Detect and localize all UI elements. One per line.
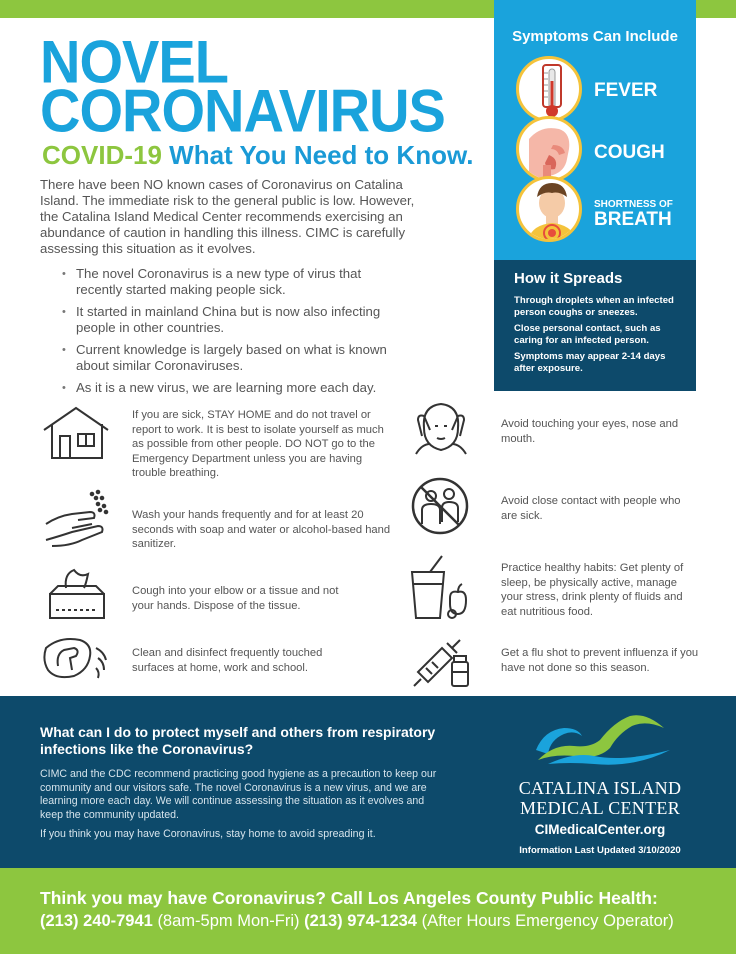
hours-weekday: (8am-5pm Mon-Fri): [157, 912, 300, 930]
breath-icon: [516, 176, 582, 242]
list-item: • Current knowledge is largely based on what is known about similar Coronaviruses.: [62, 342, 392, 374]
tip-cough-elbow: Cough into your elbow or a tissue and not your hands. Dispose of the tissue.: [132, 585, 339, 612]
cough-icon: [516, 116, 582, 182]
handwash-icon: [42, 488, 114, 557]
tip-wash-hands: Wash your hands frequently and for at least 20 seconds with soap and water or alcohol-based hand sanitizer.: [132, 509, 391, 550]
tissue-box-icon: [44, 566, 110, 627]
tip-healthy-habits: Practice healthy habits: Get plenty of sleep, be physically active, manage your stress, drink plenty of fluids and eat nutritious food.: [501, 562, 684, 618]
symptom-fever: FEVER: [594, 80, 658, 101]
no-contact-icon: [410, 476, 470, 541]
intro-paragraph: There have been NO known cases of Coronavirus on Catalina Island. The immediate risk to the general public is low. However, the Catalina Island Medical Center recommends exercising an abundance of caution in handling this illness. CIMC is carefully assessing this situation as it evolves.: [40, 177, 415, 256]
footer-headline: Think you may have Coronavirus? Call Los Angeles County Public Health:: [40, 888, 658, 908]
face-touch-icon: [412, 400, 470, 465]
list-item: Symptoms may appear 2-14 days after exposure.: [514, 351, 666, 374]
logo-icon: [534, 710, 674, 773]
thermometer-icon: [516, 56, 582, 122]
symptoms-panel: [494, 0, 696, 260]
protect-heading: What can I do to protect myself and others from respiratory infections like the Coronavirus?: [40, 724, 436, 757]
facts-list: [62, 266, 392, 402]
hours-after-hours: (After Hours Emergency Operator): [421, 912, 674, 930]
tip-flu-shot: Get a flu shot to prevent influenza if you have not done so this season.: [501, 647, 699, 674]
page-title-line-2: CORONAVIRUS: [40, 76, 445, 145]
protect-paragraph: If you think you may have Coronavirus, stay home to avoid spreading it.: [40, 828, 376, 840]
symptom-cough: COUGH: [594, 142, 665, 163]
list-item: Through droplets when an infected person coughs or sneezes.: [514, 295, 674, 318]
footer-callout: [0, 868, 736, 954]
list-item: • As it is a new virus, we are learning more each day.: [62, 380, 392, 396]
symptoms-title: Symptoms Can Include: [512, 28, 678, 45]
footer-phones: [40, 912, 674, 931]
list-item: Close personal contact, such as caring for an infected person.: [514, 323, 661, 346]
tip-stay-home: If you are sick, STAY HOME and do not travel or report to work. It is best to isolate yourself as much as possible from other people. DO NOT go to the Emergency Department unless you are having trouble breathing.: [132, 409, 384, 479]
tip-avoid-touching: Avoid touching your eyes, nose and mouth.: [501, 418, 679, 445]
flu-shot-icon: [412, 628, 472, 693]
protect-body: [40, 768, 440, 848]
cleaning-icon: [40, 630, 116, 691]
tip-avoid-contact: Avoid close contact with people who are sick.: [501, 495, 681, 522]
house-icon: [40, 404, 112, 465]
organization-name: [500, 778, 700, 818]
phone-after-hours[interactable]: (213) 974-1234: [304, 912, 417, 930]
phone-weekday[interactable]: (213) 240-7941: [40, 912, 153, 930]
how-it-spreads-panel: [494, 260, 696, 391]
page-title-line-1: NOVEL: [40, 27, 228, 96]
spreads-title: How it Spreads: [514, 270, 623, 287]
symptom-breath-main: BREATH: [594, 209, 672, 230]
healthy-habits-icon: [408, 554, 472, 627]
symptom-breath: [594, 200, 673, 230]
organization-name-line-1: CATALINA ISLAND: [518, 778, 682, 798]
organization-name-line-2: MEDICAL CENTER: [519, 798, 681, 818]
symptom-breath-prefix: SHORTNESS OF: [594, 199, 673, 210]
protect-paragraph: CIMC and the CDC recommend practicing good hygiene as a precaution to keep our community and our visitors safe. The novel Coronavirus is a new virus, and we are learning more each day. We will continue assessing the situation as it evolves and keep the community updated.: [40, 768, 437, 821]
list-item: • It started in mainland China but is now also infecting people in other countries.: [62, 304, 392, 336]
last-updated: Information Last Updated 3/10/2020: [519, 845, 681, 856]
organization-url[interactable]: CIMedicalCenter.org: [534, 822, 666, 837]
subtitle-what-to-know: What You Need to Know.: [169, 140, 474, 170]
subtitle-covid: COVID-19: [42, 140, 162, 170]
page-subtitle: [42, 140, 473, 171]
tip-clean-surfaces: Clean and disinfect frequently touched surfaces at home, work and school.: [132, 647, 323, 674]
list-item: • The novel Coronavirus is a new type of virus that recently started making people sick.: [62, 266, 392, 298]
